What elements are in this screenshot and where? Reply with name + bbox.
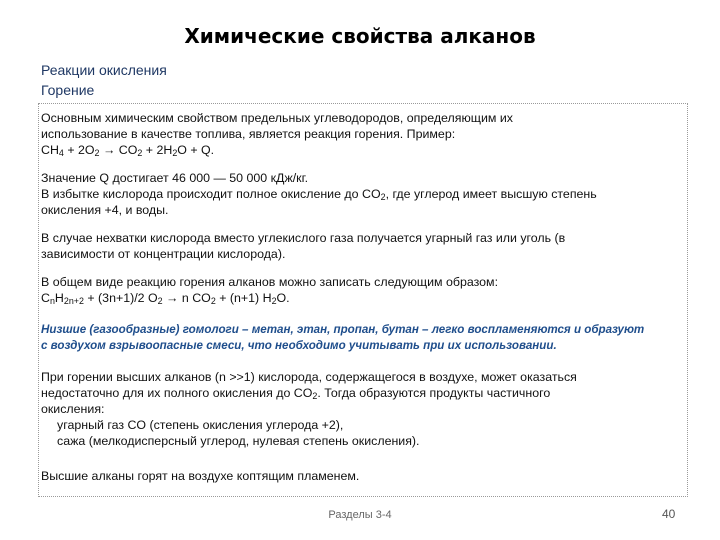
page-title: Химические свойства алканов [184,24,536,48]
footer-sections: Разделы 3-4 [328,509,392,521]
paragraph-heat-value: Значение Q достигает 46 000 — 50 000 кДж/кг. В избытке кислорода происходит полное окисление до $CO_2$, где углерод имеет высшую степень окисления +4, и воды. [41,171,597,217]
note-lower-homologues: Низшие (газообразные) гомологи – метан, этан, пропан, бутан – легко воспламеняются и образуют с воздухом взрывоопасные смеси, что необходимо учитывать при их использовании. [41,323,645,352]
product-carbon-monoxide: угарный газ CO (степень окисления углерода +2), [57,418,344,432]
methane-combustion-equation: $CH_4 + 2O_2 \to CO_2 + 2H_2O + Q$. [41,143,215,159]
paragraph-smoky-flame: Высшие алканы горят на воздухе коптящим пламенем. [41,469,360,483]
page-number: 40 [662,507,676,521]
paragraph-general-equation: В общем виде реакцию горения алканов можно записать следующим образом: $C_nH_{2n+2} + (3n+1)/2$ $O_2 \to n$ $CO_2 + (n+1)$ $H_2O$. [41,274,681,306]
section-subtitle-oxidation: Реакции окисления [41,62,167,78]
paragraph-oxygen-shortage: В случае нехватки кислорода вместо углекислого газа получается угарный газ или уголь (в зависимости от концентрации кислорода). [41,231,566,261]
paragraph-main-property: Основным химическим свойством предельных углеводородов, определяющим их использование в качестве топлива, является реакция горения. Пример: $CH_4 + 2O_2 \to CO_2 + 2H_2O + Q$. [41,110,681,158]
paragraph-higher-alkanes: При горении высших алканов (n >>1) кислорода, содержащегося в воздухе, может оказаться недостаточно для их полного окисления до $CO_2$. Тогда образуются продукты частичного окисления: угарный газ CO (степень окисления углерода +2), сажа (мелкодисперсный углерод, нулевая степень окисления). [41,369,681,449]
product-soot: сажа (мелкодисперсный углерод, нулевая степень окисления). [57,434,420,448]
section-subtitle-combustion: Горение [41,82,95,98]
general-combustion-equation: $C_nH_{2n+2} + (3n+1)/2$ $O_2 \to n$ $CO_2 + (n+1)$ $H_2O$. [41,291,290,307]
